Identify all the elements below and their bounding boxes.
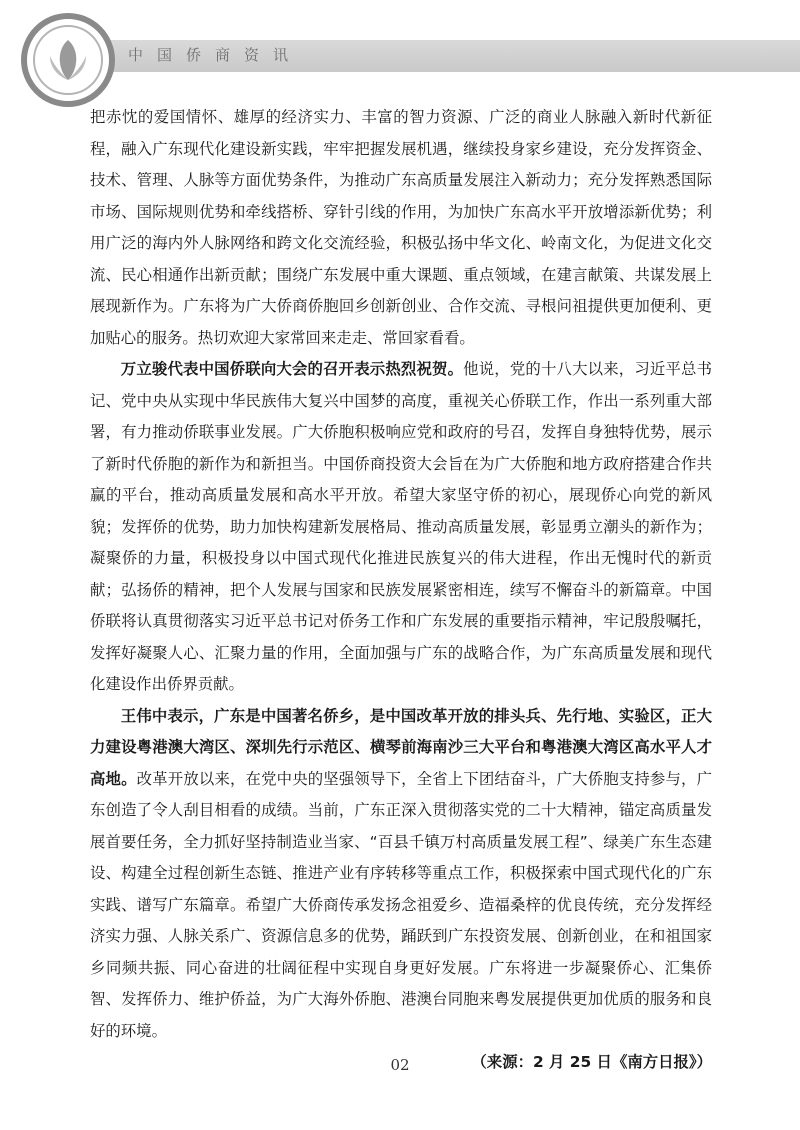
section-title: 中国侨商资讯 — [128, 46, 303, 64]
paragraph-1-text: 把赤忱的爱国情怀、雄厚的经济实力、丰富的智力资源、广泛的商业人脉融入新时代新征程，融入广东现代化建设新实践，牢牢把握发展机遇，继续投身家乡建设，充分发挥资金、技术、管理、人脉等方面优势条件，为推动广东高质量发展注入新动力；充分发挥熟悉国际市场、国际规则优势和牵线搭桥、穿针引线的作用，为加快广东高水平开放增添新优势；利用广泛的海内外人脉网络和跨文化交流经验，积极弘扬中华文化、岭南文化，为促进文化交流、民心相通作出新贡献；围绕广东发展中重大课题、重点领域，在建言献策、共谋发展上展现新作为。广东将为广大侨商侨胞回乡创新创业、合作交流、寻根问祖提供更加便利、更加贴心的服务。热切欢迎大家常回来走走、常回家看看。 — [90, 108, 712, 347]
paragraph-3 — [90, 701, 712, 1048]
paragraph-2 — [90, 354, 712, 701]
page-number: 02 — [390, 1056, 410, 1074]
logo — [18, 10, 118, 110]
article-body — [90, 102, 712, 1079]
paragraph-3-text: 改革开放以来，在党中央的坚强领导下，全省上下团结奋斗，广大侨胞支持参与，广东创造了令人刮目相看的成绩。当前，广东正深入贯彻落实党的二十大精神，锚定高质量发展首要任务，全力抓好坚持制造业当家、“百县千镇万村高质量发展工程”、绿美广东生态建设、构建全过程创新生态链、推进产业有序转移等重点工作，积极探索中国式现代化的广东实践、谱写广东篇章。希望广大侨商传承发扬念祖爱乡、造福桑梓的优良传统，充分发挥经济实力强、人脉关系广、资源信息多的优势，踊跃到广东投资发展、创新创业，在和祖国家乡同频共振、同心奋进的壮阔征程中实现自身更好发展。广东将进一步凝聚侨心、汇集侨智、发挥侨力、维护侨益，为广大海外侨胞、港澳台同胞来粤发展提供更加优质的服务和良好的环境。 — [90, 769, 712, 1040]
paragraph-2-text: 他说，党的十八大以来，习近平总书记、党中央从实现中华民族伟大复兴中国梦的高度，重视关心侨联工作，作出一系列重大部署，有力推动侨联事业发展。广大侨胞积极响应党和政府的号召，发挥自身独特优势，展示了新时代侨胞的新作为和新担当。中国侨商投资大会旨在为广大侨胞和地方政府搭建合作共赢的平台，推动高质量发展和高水平开放。希望大家坚守侨的初心，展现侨心向党的新风貌；发挥侨的优势，助力加快构建新发展格局、推动高质量发展，彰显勇立潮头的新作为；凝聚侨的力量，积极投身以中国式现代化推进民族复兴的伟大进程，作出无愧时代的新贡献；弘扬侨的精神，把个人发展与国家和民族发展紧密相连，续写不懈奋斗的新篇章。中国侨联将认真贯彻落实习近平总书记对侨务工作和广东发展的重要指示精神，牢记殷殷嘱托，发挥好凝聚人心、汇聚力量的作用，全面加强与广东的战略合作，为广东高质量发展和现代化建设作出侨界贡献。 — [90, 360, 712, 693]
paragraph-3-lead: 王伟中表示，广东是中国著名侨乡，是中国改革开放的排头兵、先行地、实验区，正大力建设粤港澳大湾区、深圳先行示范区、横琴前海南沙三大平台和粤港澳大湾区高水平人才高地。 — [90, 706, 712, 788]
paragraph-2-lead: 万立骏代表中国侨联向大会的召开表示热烈祝贺。 — [120, 360, 464, 378]
source-note: （来源：2 月 25 日《南方日报》） — [471, 1053, 712, 1071]
paragraph-1 — [90, 102, 712, 354]
